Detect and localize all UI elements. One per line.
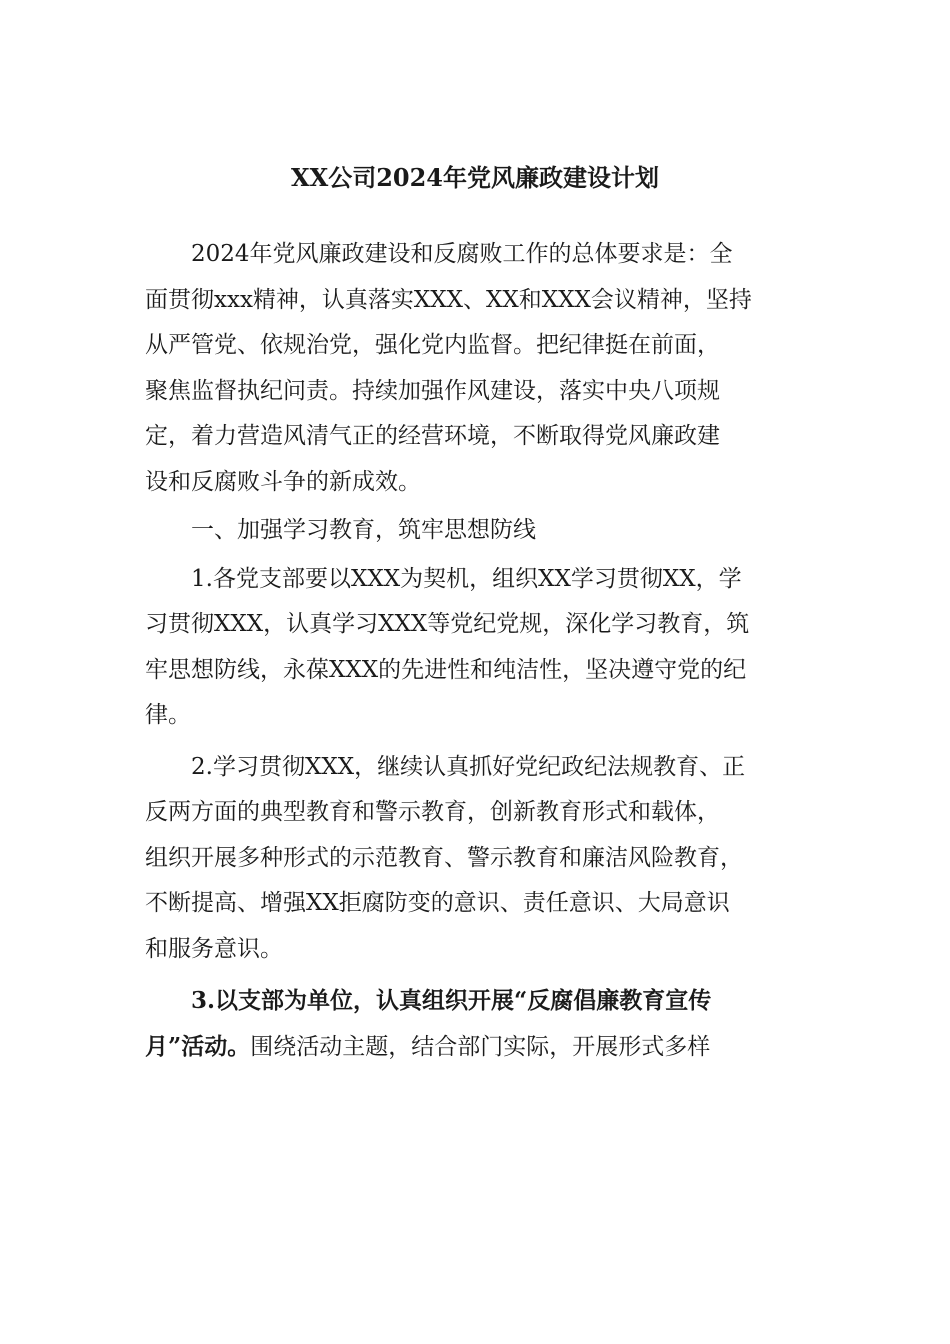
item-2-paragraph bbox=[145, 745, 805, 973]
item-1-line-2: 习贯彻XXX，认真学习XXX等党纪党规，深化学习教育，筑 bbox=[145, 611, 750, 637]
intro-line-2: 面贯彻xxx精神，认真落实XXX、XX和XXX会议精神，坚持 bbox=[145, 286, 752, 313]
document-body bbox=[145, 232, 805, 1070]
item-1-line-1: 1.各党支部要以XXX为契机，组织XX学习贯彻XX，学 bbox=[191, 565, 742, 592]
section-1-heading-paragraph bbox=[145, 508, 805, 554]
intro-paragraph bbox=[145, 232, 805, 505]
intro-line-1: 2024年党风廉政建设和反腐败工作的总体要求是：全 bbox=[191, 241, 733, 267]
item-2-line-3: 组织开展多种形式的示范教育、警示教育和廉洁风险教育， bbox=[145, 844, 743, 871]
intro-line-4: 聚焦监督执纪问责。持续加强作风建设，落实中央八项规 bbox=[145, 377, 720, 404]
document-title: XX公司2024年党风廉政建设计划 bbox=[290, 163, 660, 192]
item-3-line-1-bold: 3.以支部为单位，认真组织开展“反腐倡廉教育宣传 bbox=[191, 987, 712, 1014]
intro-line-5: 定，着力营造风清气正的经营环境，不断取得党风廉政建 bbox=[145, 423, 720, 449]
section-1-heading: 一、加强学习教育，筑牢思想防线 bbox=[191, 517, 536, 543]
item-1-line-3: 牢思想防线，永葆XXX的先进性和纯洁性，坚决遵守党的纪 bbox=[145, 656, 747, 683]
item-2-line-5: 和服务意识。 bbox=[145, 935, 283, 962]
intro-line-6: 设和反腐败斗争的新成效。 bbox=[145, 468, 421, 495]
item-2-line-1: 2.学习贯彻XXX，继续认真抓好党纪政纪法规教育、正 bbox=[191, 753, 746, 780]
item-2-line-4: 不断提高、增强XX拒腐防变的意识、责任意识、大局意识 bbox=[145, 890, 730, 916]
item-2-line-2: 反两方面的典型教育和警示教育，创新教育形式和载体， bbox=[145, 799, 720, 825]
item-3-line-2-rest: 围绕活动主题，结合部门实际，开展形式多样 bbox=[250, 1033, 711, 1060]
item-1-paragraph bbox=[145, 557, 805, 739]
item-3-paragraph bbox=[145, 978, 805, 1070]
intro-line-3: 从严管党、依规治党，强化党内监督。把纪律挺在前面， bbox=[145, 332, 720, 358]
item-3-line-2 bbox=[145, 1024, 805, 1071]
item-3-line-2-bold: 月”活动。 bbox=[145, 1032, 251, 1060]
item-1-line-4: 律。 bbox=[145, 702, 191, 728]
